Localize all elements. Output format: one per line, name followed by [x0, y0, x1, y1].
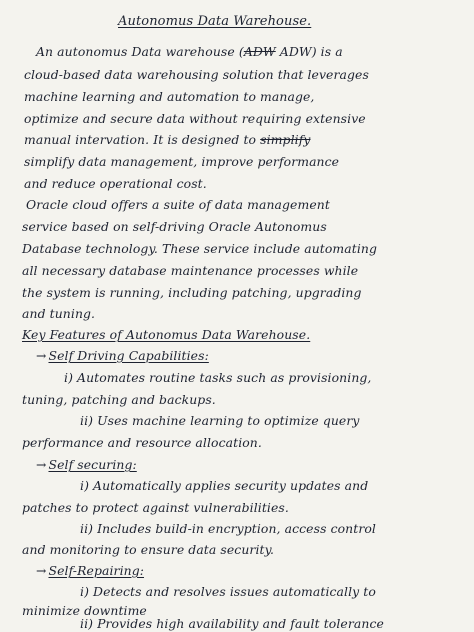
para1-line7: and reduce operational cost. — [24, 176, 207, 191]
para2-line1: Oracle cloud offers a suite of data management — [26, 197, 330, 212]
para2-line4: all necessary database maintenance processes while — [22, 263, 359, 278]
para1-line2: cloud-based data warehousing solution that leverages — [24, 67, 369, 82]
self-driving-item2-cont: performance and resource allocation. — [22, 435, 262, 450]
self-repairing-heading: Self-Repairing: — [48, 563, 145, 578]
para1-line3: machine learning and automation to manage, — [24, 89, 315, 104]
para1-line5: manual intervation. It is designed to simplify — [24, 132, 311, 147]
key-features-heading: Key Features of Autonomus Data Warehouse. — [22, 327, 311, 342]
self-securing-item2-cont: and monitoring to ensure data security. — [22, 542, 275, 557]
self-driving-item2: ii) Uses machine learning to optimize query — [80, 413, 360, 428]
page-title: Autonomus Data Warehouse. — [118, 14, 312, 29]
self-driving-heading-line — [36, 348, 209, 363]
self-repairing-item1: i) Detects and resolves issues automatically to — [80, 584, 376, 599]
para2-line6: and tuning. — [22, 306, 96, 321]
arrow-right-icon: → — [36, 563, 47, 578]
para2-line5: the system is running, including patching, upgrading — [22, 285, 362, 300]
arrow-right-icon: → — [36, 348, 47, 363]
para1-line1: An autonomus Data warehouse (ADW ADW) is a — [36, 44, 343, 59]
para2-line2: service based on self-driving Oracle Autonomus — [22, 219, 327, 234]
self-driving-heading: Self Driving Capabilities: — [48, 348, 209, 363]
self-repairing-heading-line — [36, 563, 144, 578]
self-securing-heading-line — [36, 457, 137, 472]
struck-abbreviation: ADW — [243, 44, 276, 59]
self-securing-item1: i) Automatically applies security updates and — [80, 478, 369, 493]
arrow-right-icon: → — [36, 457, 47, 472]
self-driving-item1: i) Automates routine tasks such as provisioning, — [64, 370, 372, 385]
para1-line4: optimize and secure data without requiring extensive — [24, 111, 366, 126]
para1-line6: simplify data management, improve performance — [24, 154, 340, 169]
struck-word: simplify — [260, 132, 311, 147]
self-securing-item2: ii) Includes build-in encryption, access control — [80, 521, 376, 536]
self-repairing-item1-cont: minimize downtime — [22, 603, 147, 618]
self-securing-heading: Self securing: — [48, 457, 137, 472]
self-repairing-item2: ii) Provides high availability and fault tolerance — [80, 616, 384, 631]
self-driving-item1-cont: tuning, patching and backups. — [22, 392, 216, 407]
para2-line3: Database technology. These service include automating — [22, 241, 378, 256]
self-securing-item1-cont: patches to protect against vulnerabilities. — [22, 500, 289, 515]
